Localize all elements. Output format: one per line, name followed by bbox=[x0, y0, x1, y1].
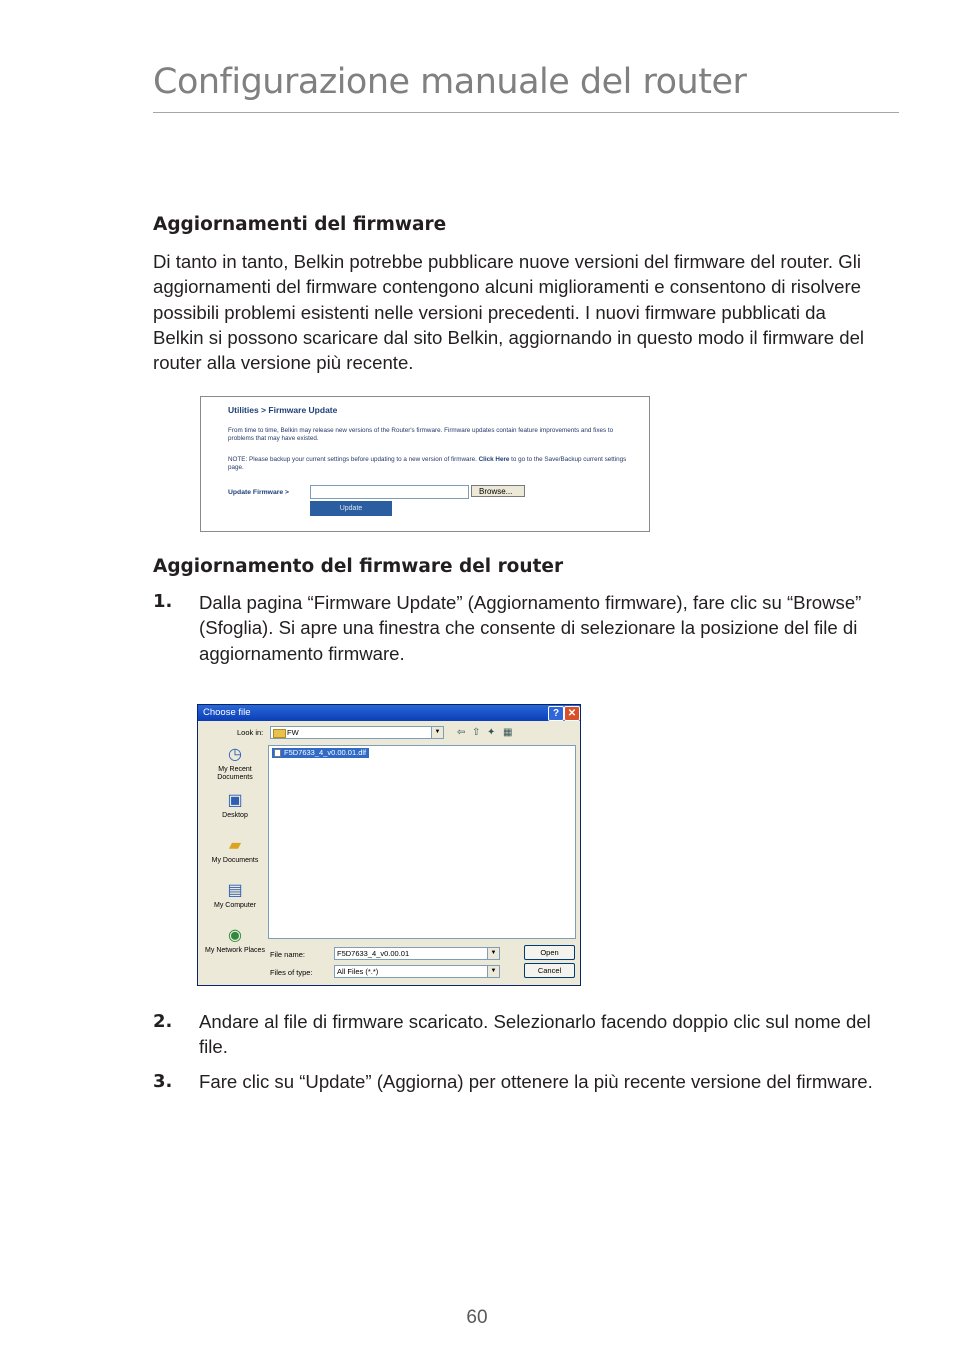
chevron-down-icon[interactable]: ▼ bbox=[487, 966, 499, 977]
file-name-label: File name: bbox=[270, 950, 306, 959]
help-icon[interactable]: ? bbox=[548, 706, 564, 721]
update-firmware-label: Update Firmware > bbox=[228, 489, 290, 496]
firmware-file-input[interactable] bbox=[310, 485, 469, 499]
place-label: My Computer bbox=[213, 902, 256, 909]
update-button[interactable]: Update bbox=[310, 501, 392, 516]
firmware-note-tail: to go to the Save/Backup current settings page. bbox=[228, 456, 627, 471]
look-in-value: FW bbox=[287, 728, 299, 737]
look-in-label: Look in: bbox=[237, 728, 264, 737]
step-text: Andare al file di firmware scaricato. Selezionarlo facendo doppio clic sul nome del file. bbox=[199, 1011, 871, 1058]
step-number: 2. bbox=[153, 1011, 173, 1032]
chevron-down-icon[interactable]: ▼ bbox=[487, 948, 499, 959]
place-network-places[interactable] bbox=[203, 927, 267, 955]
back-icon[interactable]: ⇦ bbox=[457, 727, 466, 738]
desktop-icon: ▣ bbox=[227, 792, 243, 809]
network-places-icon: ◉ bbox=[228, 927, 242, 944]
files-of-type-value: All Files (*.*) bbox=[337, 967, 379, 976]
browse-button[interactable]: Browse... bbox=[471, 485, 525, 497]
page-title: Configurazione manuale del router bbox=[153, 62, 747, 102]
file-list[interactable] bbox=[268, 745, 576, 939]
page-number: 60 bbox=[466, 1307, 488, 1328]
step-text: Dalla pagina “Firmware Update” (Aggiornamento firmware), fare clic su “Browse” (Sfoglia). Si apre una finestra che consente di selezionare la posizione del file di aggiornamento firmware. bbox=[199, 592, 862, 664]
firmware-breadcrumb: Utilities > Firmware Update bbox=[228, 405, 338, 415]
place-my-documents[interactable] bbox=[203, 837, 267, 865]
file-name-field[interactable] bbox=[334, 947, 500, 960]
place-my-computer[interactable] bbox=[203, 882, 267, 910]
firmware-update-screenshot bbox=[200, 396, 650, 532]
firmware-note-text bbox=[228, 456, 638, 471]
dialog-title-bar bbox=[198, 705, 580, 721]
place-desktop[interactable] bbox=[203, 792, 267, 820]
firmware-note: NOTE: Please backup your current settings before updating to a new version of firmware. bbox=[228, 456, 477, 463]
place-label: Desktop bbox=[222, 812, 248, 819]
my-computer-icon: ▤ bbox=[227, 882, 243, 899]
choose-file-dialog bbox=[197, 704, 581, 986]
new-folder-icon[interactable]: ✦ bbox=[487, 727, 496, 738]
dialog-title: Choose file bbox=[203, 707, 251, 718]
firmware-intro-text: From time to time, Belkin may release new versions of the Router's firmware. Firmware updates contain feature improvements and fixes to problems that may have existed. bbox=[228, 427, 614, 442]
step-text: Fare clic su “Update” (Aggiorna) per ottenere la più recente versione del firmware. bbox=[199, 1071, 873, 1092]
up-folder-icon[interactable]: ⇧ bbox=[472, 727, 481, 738]
close-icon[interactable]: ✕ bbox=[564, 706, 580, 721]
my-documents-icon: ▰ bbox=[228, 837, 242, 854]
step-number: 1. bbox=[153, 591, 173, 612]
step-number: 3. bbox=[153, 1071, 173, 1092]
look-in-select[interactable] bbox=[270, 726, 444, 739]
file-icon bbox=[274, 749, 281, 757]
title-divider bbox=[153, 112, 899, 113]
list-item[interactable] bbox=[272, 748, 369, 758]
file-item-name: F5D7633_4_v0.00.01.dlf bbox=[284, 748, 367, 757]
files-of-type-label: Files of type: bbox=[270, 968, 313, 977]
place-label: My Network Places bbox=[205, 947, 265, 954]
open-button[interactable]: Open bbox=[524, 945, 575, 960]
chevron-down-icon[interactable]: ▼ bbox=[431, 727, 443, 738]
place-recent-documents[interactable] bbox=[203, 746, 267, 781]
folder-icon bbox=[273, 729, 286, 738]
place-label: My Documents bbox=[211, 857, 259, 864]
files-of-type-select[interactable] bbox=[334, 965, 500, 978]
recent-documents-icon: ◷ bbox=[228, 746, 242, 763]
section-heading-firmware-updates: Aggiornamenti del firmware bbox=[153, 214, 447, 235]
file-name-value: F5D7633_4_v0.00.01 bbox=[337, 949, 410, 958]
view-menu-icon[interactable]: ▦ bbox=[503, 727, 513, 738]
section-heading-router-firmware-update: Aggiornamento del firmware del router bbox=[153, 556, 564, 577]
place-label: My Recent Documents bbox=[217, 766, 253, 781]
cancel-button[interactable]: Cancel bbox=[524, 963, 575, 978]
click-here-link[interactable]: Click Here bbox=[478, 456, 510, 463]
section-body-firmware-updates: Di tanto in tanto, Belkin potrebbe pubblicare nuove versioni del firmware del router. Gli aggiornamenti del firmware contengono alcuni miglioramenti e consentono di risolvere possibili problemi esistenti nelle versioni precedenti. I nuovi firmware pubblicati da Belkin si possono scaricare dal sito Belkin, aggiornando in questo modo il firmware del router alla versione più recente. bbox=[153, 251, 865, 374]
